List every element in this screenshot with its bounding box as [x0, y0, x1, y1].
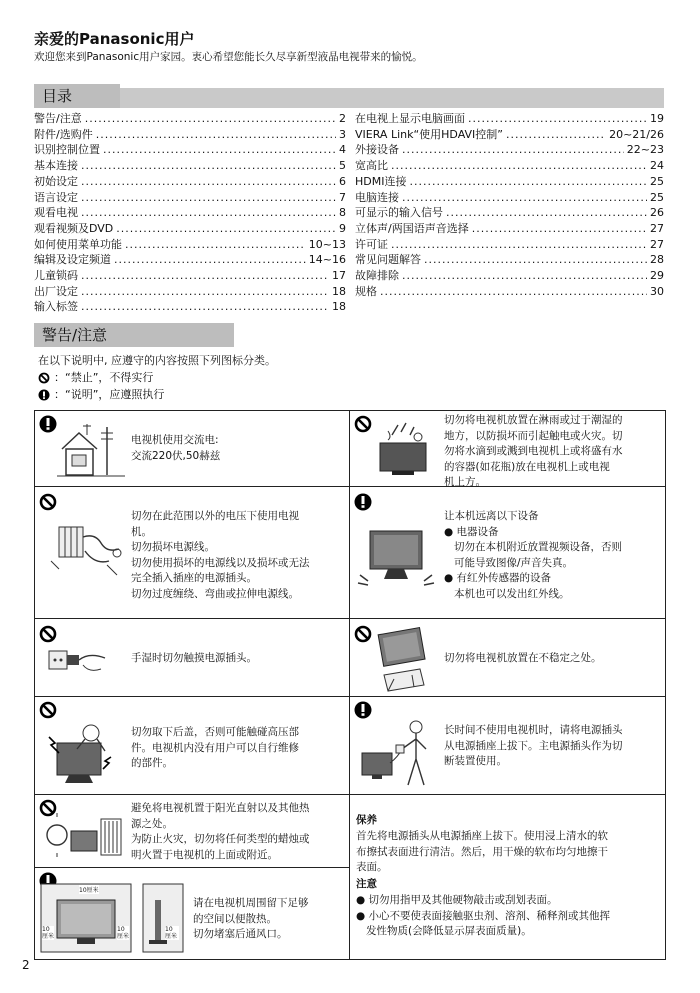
warning-intro: 在以下说明中, 应遵守的内容按照下列图标分类。	[38, 354, 276, 367]
toc-leader-dots	[125, 237, 306, 253]
toc-entry	[34, 252, 346, 268]
prohibit-icon	[39, 625, 57, 643]
toc-entry-title: 在电视上显示电脑画面	[355, 112, 465, 125]
text-line: 源之处。	[131, 817, 173, 830]
toc-leader-dots	[85, 111, 336, 127]
toc-entry-title: 儿童锁码	[34, 269, 78, 283]
cell-care	[350, 795, 665, 959]
cell-voltage	[35, 487, 350, 619]
toc-leader-dots	[116, 221, 336, 237]
toc-entry-title: 识别控制位置	[34, 143, 100, 157]
toc-entry-page: 19	[650, 112, 664, 125]
space-label-top: 10厘米	[79, 887, 99, 894]
toc-leader-dots	[409, 174, 647, 190]
text-line: 地方，以防损坏而引起触电或火灾。切	[444, 429, 623, 442]
toc-entry-page: 22~23	[626, 143, 664, 157]
toc-entry-page: 14~16	[308, 253, 346, 267]
legend-instruction-text: ：“说明”，应遵照执行	[54, 388, 165, 401]
toc-entry-title: 立体声/两国语声音选择	[355, 221, 469, 235]
toc-entry-page: 7	[339, 190, 346, 204]
cell-interference	[350, 487, 665, 619]
text-line: 让本机远离以下设备	[444, 510, 539, 522]
toc-entry-title: 可显示的输入信号	[355, 206, 443, 220]
toc-entry-page: 8	[339, 206, 346, 220]
text-line: 首先将电源插头从电源插座上拔下。使用浸上清水的软	[356, 830, 608, 842]
instruction-icon	[354, 493, 372, 511]
toc-entry	[34, 221, 346, 237]
toc-entry-page: 24	[650, 159, 664, 173]
toc-entry-page: 18	[332, 300, 346, 314]
instruction-icon	[38, 389, 50, 401]
toc-leader-dots	[402, 268, 647, 284]
text-line: 电视机使用交流电:	[131, 434, 219, 446]
care-title: 保养	[356, 814, 377, 826]
text-line: 切勿在本机附近放置视频设备，否则	[444, 541, 623, 553]
toc-entry-title: 如何使用菜单功能	[34, 237, 122, 251]
toc-entry-page: 10~13	[308, 237, 346, 251]
toc-entry	[34, 205, 346, 221]
toc-entry	[355, 127, 664, 143]
text-line: 切勿取下后盖，否则可能触碰高压部	[131, 726, 299, 738]
cell-unstable	[350, 619, 665, 697]
toc-leader-dots	[446, 205, 647, 221]
house-antenna-illustration	[57, 421, 127, 479]
toc-entry-title: 语言设定	[34, 190, 78, 204]
toc-left-column	[34, 111, 346, 315]
greeting-title: 亲爱的Panasonic用户	[34, 30, 195, 48]
toc-entry-page: 25	[650, 190, 664, 204]
text-line: 请在电视机周围留下足够	[193, 897, 309, 909]
cell-interference-text	[444, 509, 622, 602]
text-line: 为防止火灾，切勿将任何类型的蜡烛或	[131, 833, 310, 845]
cell-back-cover	[35, 697, 350, 795]
tv-unstable-illustration	[370, 625, 434, 693]
toc-entry	[34, 190, 346, 206]
text-line: 本机也可以发出红外线。	[444, 587, 570, 600]
text-line: 完全插入插座的电源插头。	[131, 572, 257, 584]
text-line: 切勿损坏电源线。	[131, 541, 215, 553]
toc-entry	[34, 299, 346, 315]
toc-entry	[355, 252, 664, 268]
toc-leader-dots	[468, 111, 647, 127]
toc-entry	[34, 237, 346, 253]
warning-grid	[34, 410, 666, 960]
toc-leader-dots	[114, 252, 306, 268]
toc-entry-page: 5	[339, 159, 346, 173]
toc-entry	[34, 111, 346, 127]
toc-entry-page: 30	[650, 284, 664, 298]
toc-entry-page: 29	[650, 269, 664, 283]
text-line: 明火置于电视机的上面或附近。	[131, 848, 278, 861]
toc-leader-dots	[424, 252, 647, 268]
toc-entry-title: 许可证	[355, 237, 388, 251]
cell-unstable-text	[444, 651, 602, 667]
toc-entry	[355, 158, 664, 174]
toc-leader-dots	[96, 127, 336, 143]
tv-clearance-side-illustration	[141, 882, 185, 956]
toc-entry	[355, 174, 664, 190]
text-line: 表面。	[356, 861, 388, 873]
toc-entry	[34, 142, 346, 158]
text-line: 切勿将电视机放置在淋雨或过于潮湿的	[444, 414, 623, 426]
text-line: 从电源插座上拔下。主电源插头作为切	[444, 739, 623, 752]
sun-heater-illustration	[41, 811, 125, 865]
toc-leader-dots	[81, 268, 329, 284]
toc-entry-title: 输入标签	[34, 300, 78, 314]
cell-heat-text	[131, 801, 310, 863]
text-line: ● 小心不要使表面接触驱虫剂、溶剂、稀释剂或其他挥	[356, 909, 610, 922]
toc-entry-title: 常见问题解答	[355, 253, 421, 267]
toc-entry-page: 17	[332, 269, 346, 283]
toc-entry-page: 26	[650, 206, 664, 220]
text-line: 的空间以便散热。	[193, 912, 277, 925]
warning-header-bar	[34, 327, 234, 347]
toc-entry	[34, 268, 346, 284]
toc-leader-dots	[402, 142, 624, 158]
prohibit-icon	[38, 372, 50, 384]
toc-entry	[355, 284, 664, 300]
toc-entry-title: 编辑及设定频道	[34, 253, 111, 267]
toc-right-column	[355, 111, 664, 299]
text-line: 件。电视机内没有用户可以自行维修	[131, 741, 299, 754]
tv-rain-illustration	[370, 421, 438, 481]
toc-leader-dots	[81, 174, 336, 190]
greeting-body: 欢迎您来到Panasonic用户家园。衷心希望您能长久尽享新型液晶电视带来的愉悦。	[34, 51, 423, 63]
woman-unplug-illustration	[358, 715, 438, 791]
cell-wet-hands-text	[131, 651, 257, 667]
toc-entry-title: 规格	[355, 284, 377, 298]
text-line: 的容器(如花瓶)放在电视机上或电视	[444, 460, 610, 473]
toc-entry	[355, 205, 664, 221]
toc-entry-page: 25	[650, 174, 664, 188]
toc-entry	[355, 221, 664, 237]
toc-entry	[355, 111, 664, 127]
cell-ac-power-text	[131, 433, 220, 464]
toc-entry-page: 3	[339, 127, 346, 141]
caution-title: 注意	[356, 878, 377, 890]
toc-entry-page: 4	[339, 143, 346, 157]
tv-interference-illustration	[356, 525, 436, 589]
cell-ventilation-text	[193, 896, 309, 943]
toc-entry-title: 警告/注意	[34, 112, 82, 125]
cell-voltage-text	[131, 509, 310, 602]
legend-instruction	[38, 386, 164, 403]
text-line: 长时间不使用电视机时，请将电源插头	[444, 724, 623, 736]
toc-header-bar	[34, 88, 664, 108]
tv-high-voltage-illustration	[43, 717, 123, 789]
toc-entry-page: 27	[650, 221, 664, 235]
toc-entry-page: 9	[339, 221, 346, 235]
legend-prohibit	[38, 369, 153, 386]
text-line: ● 有红外传感器的设备	[444, 572, 551, 584]
toc-entry-title: 附件/选购件	[34, 127, 93, 141]
cell-heat	[35, 795, 350, 868]
toc-entry-title: HDMI连接	[355, 174, 407, 188]
cell-unplug-text	[444, 723, 623, 770]
toc-leader-dots	[81, 299, 329, 315]
wet-hand-plug-illustration	[47, 647, 109, 675]
text-line: 手湿时切勿触摸电源插头。	[131, 652, 257, 664]
toc-entry	[355, 237, 664, 253]
text-line: 的部件。	[131, 757, 173, 769]
care-text	[356, 829, 608, 876]
text-line: 交流220伏,50赫兹	[131, 449, 221, 462]
space-label-left: 10 厘米	[42, 926, 55, 940]
warning-heading: 警告/注意	[34, 323, 234, 347]
toc-entry	[355, 268, 664, 284]
text-line: 机上方。	[444, 476, 486, 488]
toc-entry	[355, 142, 664, 158]
toc-entry-title: 观看电视	[34, 206, 78, 220]
toc-entry-page: 28	[650, 253, 664, 267]
text-line: 可能导致图像/声音失真。	[444, 556, 574, 569]
text-line: 布擦拭表面进行清洁。然后，用干燥的软布均匀地擦干	[356, 845, 608, 858]
space-label-side: 10 厘米	[165, 926, 178, 940]
toc-entry	[34, 174, 346, 190]
caution-text	[356, 893, 610, 940]
toc-entry-title: VIERA Link“使用HDAVI控制”	[355, 127, 504, 141]
toc-entry	[34, 127, 346, 143]
instruction-icon	[39, 415, 57, 433]
toc-entry-title: 电脑连接	[355, 190, 399, 204]
page-number: 2	[22, 958, 30, 972]
text-line: 断装置使用。	[444, 755, 507, 767]
text-line: 避免将电视机置于阳光直射以及其他热	[131, 802, 310, 814]
toc-entry	[34, 158, 346, 174]
text-line: ● 电器设备	[444, 525, 499, 538]
prohibit-icon	[39, 493, 57, 511]
toc-entry-page: 27	[650, 237, 664, 251]
cell-ac-power	[35, 411, 350, 487]
space-label-right: 10 厘米	[117, 926, 130, 940]
text-line: 勿将水滴到或溅到电视机上或将盛有水	[444, 445, 623, 457]
cell-back-cover-text	[131, 725, 299, 772]
text-line: 发性物质(会降低显示屏表面质量)。	[356, 925, 532, 937]
text-line: 机。	[131, 525, 152, 538]
toc-heading: 目录	[34, 84, 120, 108]
toc-entry-page: 6	[339, 174, 346, 188]
text-line: 切勿堵塞后通风口。	[193, 928, 288, 940]
text-line: 切勿使用损坏的电源线以及损坏或无法	[131, 556, 310, 569]
toc-entry-title: 外接设备	[355, 143, 399, 157]
text-line: 切勿将电视机放置在不稳定之处。	[444, 652, 602, 664]
toc-leader-dots	[391, 158, 647, 174]
toc-entry-page: 2	[339, 112, 346, 125]
power-cord-illustration	[45, 517, 129, 583]
toc-entry-page: 18	[332, 284, 346, 298]
legend-prohibit-text: ：“禁止”，不得实行	[54, 371, 154, 384]
toc-entry-title: 宽高比	[355, 159, 388, 173]
text-line: 切勿在此范围以外的电压下使用电视	[131, 510, 299, 522]
toc-entry-page: 20~21/26	[609, 127, 664, 141]
cell-ventilation	[35, 868, 350, 959]
toc-entry	[34, 284, 346, 300]
toc-leader-dots	[402, 190, 647, 206]
toc-leader-dots	[380, 284, 647, 300]
toc-entry-title: 初始设定	[34, 174, 78, 188]
toc-leader-dots	[81, 205, 336, 221]
toc-entry-title: 出厂设定	[34, 284, 78, 298]
text-line: 切勿过度缠绕、弯曲或拉伸电源线。	[131, 587, 299, 600]
cell-unplug	[350, 697, 665, 795]
cell-moisture-text	[444, 413, 623, 491]
text-line: ● 切勿用指甲及其他硬物敲击或刮划表面。	[356, 894, 558, 906]
toc-leader-dots	[391, 237, 647, 253]
toc-leader-dots	[472, 221, 647, 237]
cell-wet-hands	[35, 619, 350, 697]
cell-moisture	[350, 411, 665, 487]
toc-leader-dots	[81, 190, 336, 206]
toc-leader-dots	[506, 127, 606, 143]
toc-leader-dots	[81, 158, 336, 174]
toc-leader-dots	[103, 142, 336, 158]
toc-entry-title: 故障排除	[355, 269, 399, 283]
toc-entry	[355, 190, 664, 206]
toc-leader-dots	[81, 284, 329, 300]
toc-entry-title: 观看视频及DVD	[34, 221, 114, 235]
toc-entry-title: 基本连接	[34, 159, 78, 173]
